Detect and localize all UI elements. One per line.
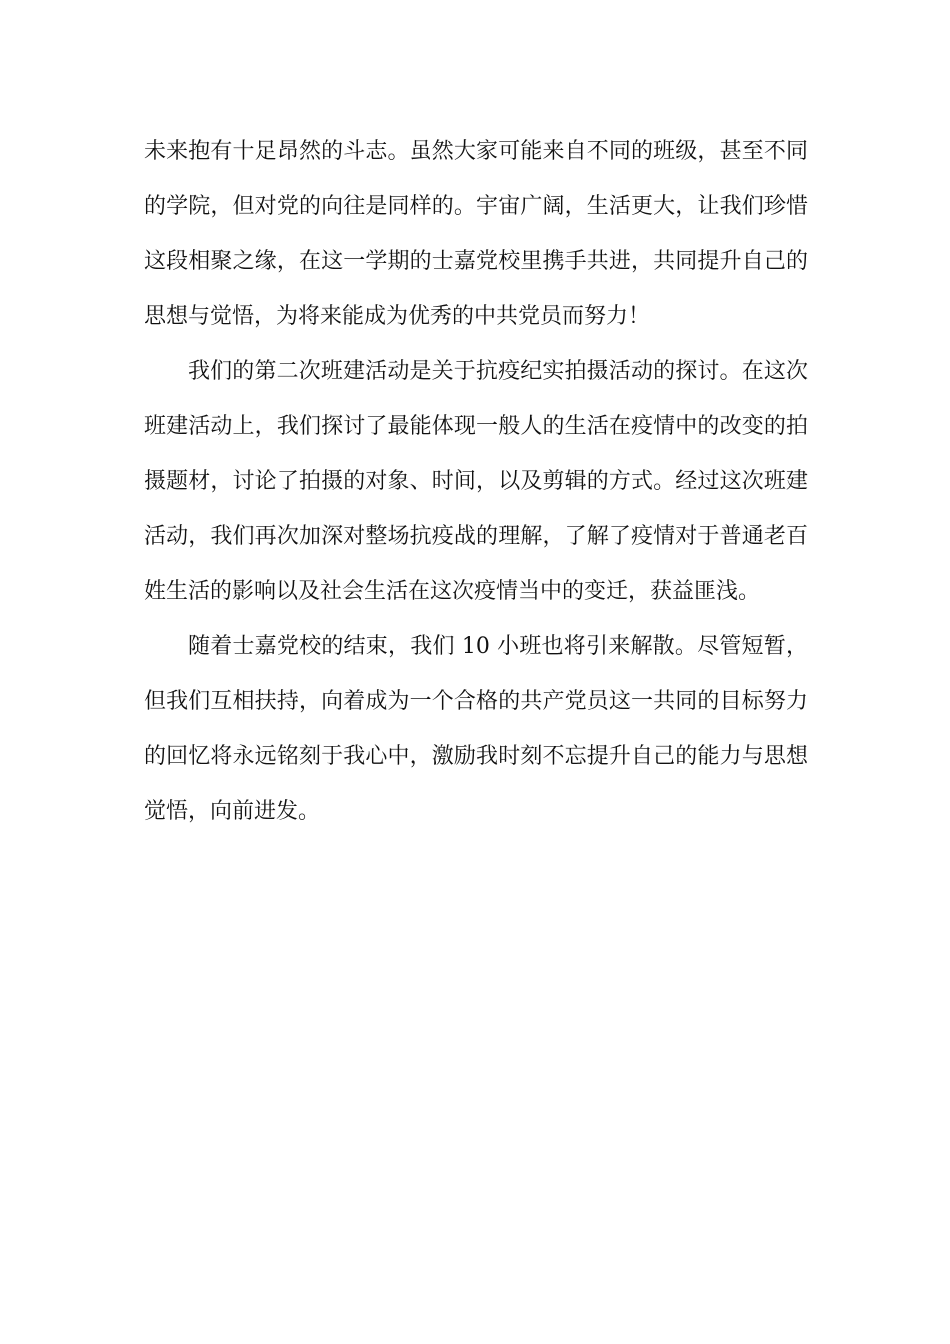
paragraph-continuation: 未来抱有十足昂然的斗志。虽然大家可能来自不同的班级，甚至不同的学院，但对党的向往是同样的。宇宙广阔，生活更大，让我们珍惜这段相聚之缘，在这一学期的士嘉党校里携手共进，共同提升自己的思想与觉悟，为将来能成为优秀的中共党员而努力！ (144, 139, 808, 329)
document-body (144, 124, 808, 839)
paragraph-class-activity: 我们的第二次班建活动是关于抗疫纪实拍摄活动的探讨。在这次班建活动上，我们探讨了最能体现一般人的生活在疫情中的改变的拍摄题材，讨论了拍摄的对象、时间，以及剪辑的方式。经过这次班建活动，我们再次加深对整场抗疫战的理解，了解了疫情对于普通老百姓生活的影响以及社会生活在这次疫情当中的变迁，获益匪浅。 (144, 359, 808, 604)
paragraph-conclusion: 随着士嘉党校的结束，我们 10 小班也将引来解散。尽管短暂，但我们互相扶持，向着成为一个合格的共产党员这一共同的目标努力的回忆将永远铭刻于我心中，激励我时刻不忘提升自己的能力与思想觉悟，向前进发。 (144, 634, 808, 824)
